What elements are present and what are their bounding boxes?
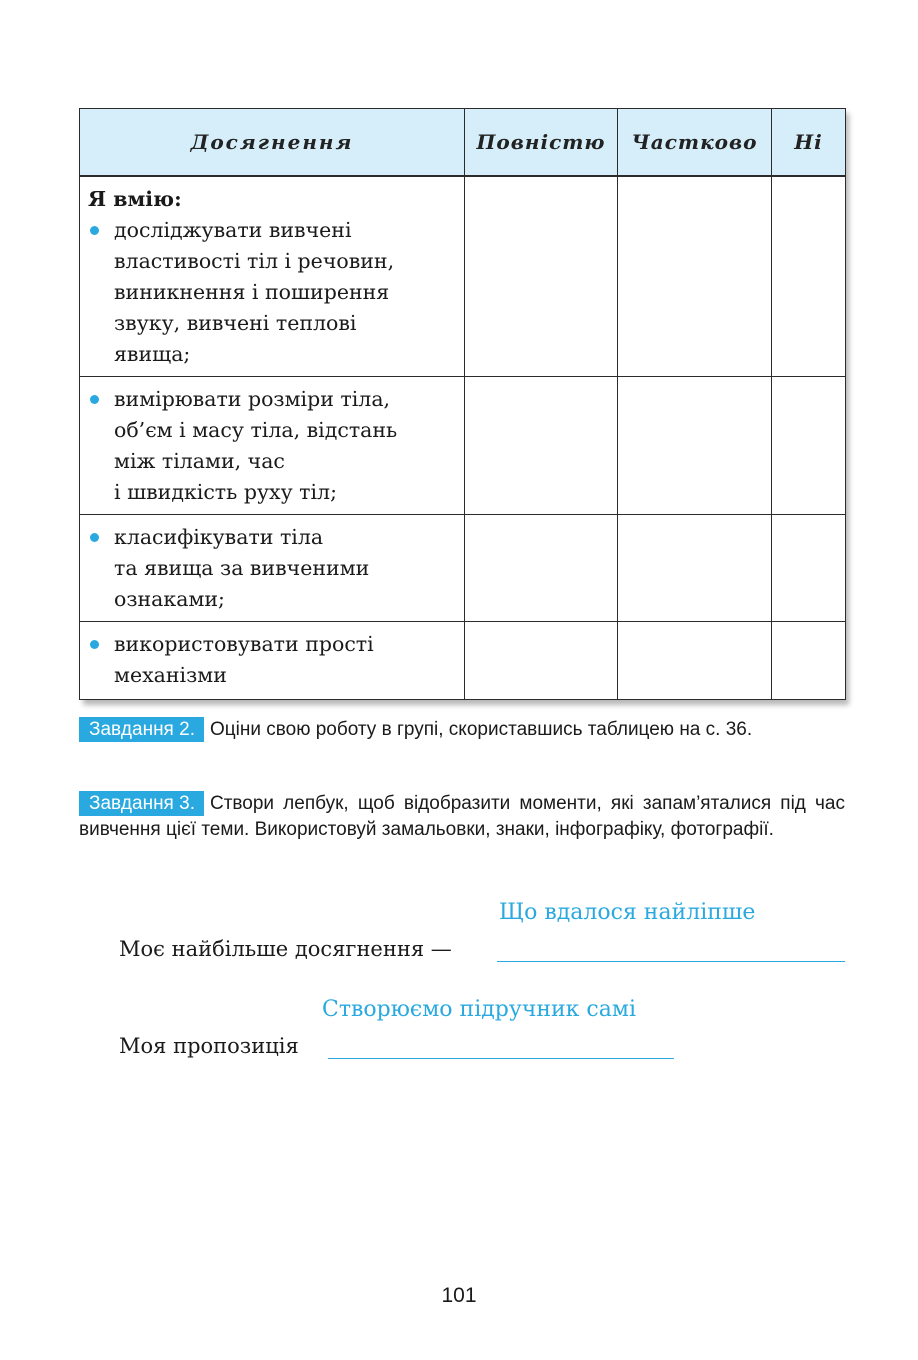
bullet-icon	[90, 640, 99, 649]
check-cell-fully[interactable]	[465, 377, 618, 515]
bullet-icon	[90, 533, 99, 542]
line: вимірювати розміри тіла,	[114, 387, 391, 411]
check-cell-no[interactable]	[772, 622, 846, 700]
line: використовувати прості	[114, 632, 374, 656]
task-2-text: Оціни свою роботу в групі, скориставшись таблицею на с. 36.	[209, 719, 753, 740]
table-header-row	[80, 109, 846, 177]
header-achievement: Досягнення	[80, 109, 465, 177]
check-cell-no[interactable]	[772, 377, 846, 515]
bullet-icon	[90, 226, 99, 235]
header-fully: Повністю	[465, 109, 618, 177]
create-label: Моя пропозиція	[119, 1034, 299, 1058]
line: об’єм і масу тіла, відстань	[114, 418, 398, 442]
line: властивості тіл і речовин,	[114, 249, 395, 273]
task-2	[79, 717, 845, 743]
table-row	[80, 515, 846, 622]
check-cell-partially[interactable]	[618, 515, 772, 622]
task-3	[79, 791, 845, 843]
achievement-cell	[80, 377, 465, 515]
bullet-icon	[90, 395, 99, 404]
achievement-table-wrapper	[79, 108, 845, 700]
check-cell-fully[interactable]	[465, 622, 618, 700]
line: досліджувати вивчені	[114, 218, 352, 242]
page-number: 101	[441, 1284, 477, 1307]
best-answer-line[interactable]	[497, 961, 845, 962]
line: і швидкість руху тіл;	[114, 480, 337, 504]
table-row	[80, 622, 846, 700]
create-answer-line[interactable]	[328, 1058, 674, 1059]
check-cell-no[interactable]	[772, 176, 846, 377]
line: явища;	[114, 342, 191, 366]
check-cell-fully[interactable]	[465, 176, 618, 377]
check-cell-partially[interactable]	[618, 622, 772, 700]
achievement-table	[79, 108, 846, 700]
line: між тілами, час	[114, 449, 285, 473]
best-label: Моє найбільше досягнення —	[119, 937, 452, 961]
check-cell-fully[interactable]	[465, 515, 618, 622]
line: класифікувати тіла	[114, 525, 324, 549]
line: ознаками;	[114, 587, 225, 611]
achievement-cell	[80, 176, 465, 377]
table-row	[80, 377, 846, 515]
header-no: Ні	[772, 109, 846, 177]
intro-label: Я вмію:	[88, 187, 182, 211]
task-3-badge: Завдання 3.	[79, 791, 204, 816]
line: звуку, вивчені теплові	[114, 311, 357, 335]
line: механізми	[114, 663, 227, 687]
task-3-text: Створи лепбук, щоб відобразити моменти, які запам’яталися під час вивчення цієї теми. Використовуй замальовки, знаки, інфографіку, фотографії.	[79, 793, 845, 840]
best-heading: Що вдалося найліпше	[499, 900, 756, 925]
line: виникнення і поширення	[114, 280, 390, 304]
achievement-cell	[80, 515, 465, 622]
check-cell-partially[interactable]	[618, 176, 772, 377]
check-cell-no[interactable]	[772, 515, 846, 622]
create-heading: Створюємо підручник самі	[322, 997, 637, 1022]
line: та явища за вивченими	[114, 556, 370, 580]
check-cell-partially[interactable]	[618, 377, 772, 515]
achievement-cell	[80, 622, 465, 700]
table-row	[80, 176, 846, 377]
header-partially: Частково	[618, 109, 772, 177]
task-2-badge: Завдання 2.	[79, 717, 204, 742]
